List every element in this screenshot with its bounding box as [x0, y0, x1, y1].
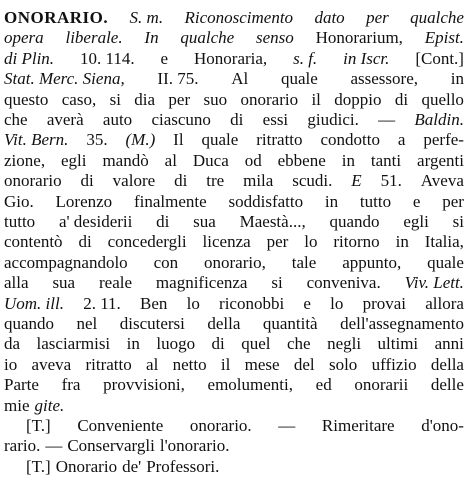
- entry-word: e: [412, 191, 421, 211]
- entry-word: sua: [52, 273, 76, 293]
- entry-word: qualche: [410, 8, 464, 27]
- entry-word: mie: [4, 395, 30, 415]
- entry-word: scudi.: [292, 171, 333, 191]
- entry-word: magnificenza: [155, 273, 248, 293]
- entry-word: [T.]: [26, 456, 51, 476]
- entry-word: solo: [328, 354, 358, 374]
- entry-word: si: [109, 89, 121, 109]
- entry-word: del: [293, 354, 315, 374]
- entry-word: II. 75.: [157, 69, 199, 89]
- entry-word: Il: [173, 130, 184, 150]
- entry-word: Stat. Merc. Siena,: [4, 69, 125, 89]
- entry-word: ed: [315, 375, 332, 395]
- entry-word: al: [146, 354, 159, 374]
- entry-word: per: [266, 232, 289, 252]
- entry-text-line: [4, 437, 464, 454]
- entry-word: quale: [427, 252, 464, 272]
- entry-word: per: [168, 89, 191, 109]
- entry-word: quantità: [262, 314, 318, 333]
- entry-word: ebbene: [277, 150, 326, 170]
- entry-word: questo: [4, 89, 49, 109]
- entry-word: a: [397, 130, 406, 150]
- entry-word: valore: [112, 171, 156, 191]
- entry-word: onorario.: [189, 416, 252, 435]
- entry-word: Viv. Lett.: [404, 273, 464, 293]
- entry-word: S. m.: [129, 8, 164, 27]
- entry-word: In: [144, 28, 159, 48]
- entry-word: Conservargli: [67, 436, 155, 456]
- entry-word: egli: [61, 150, 87, 170]
- entry-word: finalmente: [133, 191, 207, 211]
- entry-text-line: [4, 295, 464, 312]
- entry-word: auto: [102, 110, 133, 129]
- entry-word: perfe-: [423, 130, 464, 150]
- entry-word: discutersi: [119, 314, 185, 333]
- entry-word: Baldin.: [414, 110, 464, 129]
- entry-word: zione,: [4, 150, 46, 170]
- entry-word: da: [4, 334, 21, 354]
- entry-word: Aveva: [420, 171, 464, 191]
- entry-text-line: [4, 50, 464, 67]
- entry-text-line: [4, 233, 464, 250]
- entry-word: giudici.: [307, 110, 359, 129]
- entry-word: di: [211, 334, 225, 354]
- entry-word: Italia,: [424, 232, 464, 252]
- entry-word: dell'assegnamento: [340, 314, 464, 333]
- entry-word: e: [160, 48, 169, 68]
- entry-word: Uom. ill.: [4, 293, 64, 313]
- entry-word: gite.: [34, 395, 65, 415]
- entry-word: alla: [4, 273, 29, 293]
- entry-word: provvisioni,: [103, 375, 185, 395]
- entry-word: in: [395, 232, 409, 252]
- entry-word: di: [78, 232, 92, 252]
- entry-word: di: [156, 212, 170, 231]
- entry-word: quando: [329, 212, 380, 231]
- entry-word: averà: [46, 110, 84, 129]
- entry-word: contentò: [4, 232, 63, 252]
- entry-word: di: [80, 171, 94, 191]
- entry-word: d'ono-: [421, 416, 464, 435]
- entry-word: appunto,: [342, 252, 402, 272]
- entry-word: per: [442, 191, 464, 211]
- entry-word: senso: [256, 28, 294, 48]
- entry-word: Al: [231, 69, 249, 89]
- entry-text-line: [4, 356, 464, 373]
- entry-word: di: [394, 89, 409, 109]
- entry-text-line: [4, 70, 464, 87]
- entry-text-line: [4, 213, 464, 230]
- entry-word: Epist.: [424, 28, 464, 48]
- entry-word: Onorario: [55, 456, 118, 476]
- entry-word: quando: [4, 314, 55, 333]
- entry-word: qualche: [180, 28, 235, 48]
- entry-word: Rimeritare: [321, 416, 395, 435]
- entry-word: quello: [421, 89, 464, 109]
- entry-word: s. f.: [293, 48, 318, 68]
- entry-word: concedergli: [107, 232, 187, 252]
- entry-word: lasciarmisi: [36, 334, 111, 354]
- entry-word: Honorarium,: [315, 28, 403, 48]
- entry-word: emolumenti,: [207, 375, 293, 395]
- entry-word: onorario,: [204, 252, 266, 272]
- entry-word: —: [378, 110, 396, 129]
- entry-word: Maestà...,: [239, 212, 306, 231]
- entry-word: uffizio: [371, 354, 417, 374]
- entry-word: doppio: [334, 89, 382, 109]
- entry-word: della: [207, 314, 241, 333]
- entry-word: per: [366, 8, 389, 27]
- entry-word: Honoraria,: [194, 48, 268, 68]
- entry-word: lo: [330, 293, 344, 313]
- entry-word: netto: [172, 354, 207, 374]
- entry-word: tutto: [4, 212, 36, 231]
- entry-word: Professori.: [146, 456, 220, 476]
- entry-word: ciascuno: [151, 110, 211, 129]
- entry-word: licenza: [202, 232, 251, 252]
- entry-word: reale: [99, 273, 133, 293]
- entry-word: ritratto: [85, 354, 132, 374]
- entry-word: e: [303, 293, 311, 313]
- entry-word: lo: [186, 293, 200, 313]
- entry-word: tanti: [370, 150, 402, 170]
- entry-word: tale: [291, 252, 317, 272]
- entry-word: suo: [203, 89, 228, 109]
- entry-word: —: [278, 416, 296, 435]
- entry-word: ultimi: [377, 334, 419, 354]
- entry-word: che: [287, 334, 311, 354]
- entry-word: conveniva.: [306, 273, 381, 293]
- entry-word: il: [220, 354, 231, 374]
- entry-word: onorario: [240, 89, 299, 109]
- entry-word: Duca: [192, 150, 229, 170]
- entry-word: fra: [61, 375, 81, 395]
- entry-word: mila: [243, 171, 274, 191]
- entry-text-line: [4, 254, 464, 271]
- entry-word: in: [126, 334, 140, 354]
- entry-text-line: [4, 397, 464, 414]
- entry-word: il: [311, 89, 321, 109]
- entry-word: negli: [327, 334, 362, 354]
- entry-text-line: [26, 458, 464, 475]
- entry-word: dia: [134, 89, 156, 109]
- entry-word: luogo: [156, 334, 196, 354]
- entry-word: rario.: [4, 436, 41, 456]
- entry-word: soddisfatto: [228, 191, 304, 211]
- entry-word: di: [174, 171, 188, 191]
- entry-word: Ben: [140, 293, 168, 313]
- headword: ONORARIO.: [4, 8, 109, 27]
- entry-word: Parte: [4, 375, 39, 395]
- entry-text-line: [26, 417, 464, 434]
- entry-word: aveva: [31, 354, 72, 374]
- entry-text-line: [4, 91, 464, 108]
- entry-word: in: [341, 150, 355, 170]
- entry-word: Gio.: [4, 191, 34, 211]
- entry-word: —: [45, 436, 63, 456]
- entry-text-line: [4, 335, 464, 352]
- entry-word: [Cont.]: [415, 48, 464, 68]
- entry-text-line: [4, 315, 464, 332]
- entry-word: io: [4, 354, 18, 374]
- entry-word: con: [153, 252, 179, 272]
- entry-text-line: [4, 376, 464, 393]
- entry-word: essi: [262, 110, 289, 129]
- entry-word: in: [450, 69, 464, 89]
- entry-text-line: [4, 193, 464, 210]
- entry-word: tutto: [359, 191, 392, 211]
- entry-word: di: [230, 110, 244, 129]
- entry-heading-line: [4, 9, 464, 26]
- entry-word: delle: [430, 375, 464, 395]
- entry-word: opera: [4, 28, 44, 48]
- entry-word: si: [452, 212, 464, 231]
- entry-word: in Iscr.: [343, 48, 390, 68]
- entry-word: in: [324, 191, 339, 211]
- entry-text-line: [4, 274, 464, 291]
- entry-word: ritorno: [333, 232, 380, 252]
- entry-word: dato: [314, 8, 345, 27]
- entry-word: quale: [201, 130, 239, 150]
- entry-text-line: [4, 111, 464, 128]
- entry-word: quale: [280, 69, 318, 89]
- entry-word: onorario: [4, 171, 62, 191]
- entry-text-line: [4, 29, 464, 46]
- entry-word: liberale.: [65, 28, 123, 48]
- entry-word: Riconoscimento: [184, 8, 294, 27]
- entry-word: tre: [206, 171, 225, 191]
- entry-word: allora: [425, 293, 464, 313]
- entry-word: anni: [434, 334, 464, 354]
- entry-word: che: [4, 110, 28, 129]
- entry-word: quel: [241, 334, 271, 354]
- entry-word: della: [430, 354, 464, 374]
- entry-word: a' desiderii: [58, 212, 133, 231]
- entry-word: argenti: [417, 150, 464, 170]
- entry-word: Vit. Bern.: [4, 130, 69, 150]
- entry-word: mese: [244, 354, 280, 374]
- entry-word: 2. 11.: [83, 293, 121, 313]
- entry-word: 10. 114.: [79, 48, 135, 68]
- entry-text-line: [4, 172, 464, 189]
- entry-word: ritratto: [256, 130, 303, 150]
- entry-word: caso,: [61, 89, 97, 109]
- entry-word: al: [164, 150, 177, 170]
- entry-word: (M.): [125, 130, 156, 150]
- entry-word: assessore,: [350, 69, 418, 89]
- entry-text-line: [4, 131, 464, 148]
- entry-word: Lorenzo: [55, 191, 113, 211]
- entry-word: de': [122, 456, 142, 476]
- entry-text-line: [4, 152, 464, 169]
- entry-word: [T.]: [26, 416, 51, 435]
- entry-word: 51.: [380, 171, 402, 191]
- entry-word: di Plin.: [4, 48, 55, 68]
- entry-word: accompagnandolo: [4, 252, 128, 272]
- entry-word: 35.: [86, 130, 108, 150]
- entry-word: l'onorario.: [159, 436, 230, 456]
- entry-word: provai: [362, 293, 407, 313]
- entry-word: condotto: [320, 130, 380, 150]
- entry-word: onorarii: [354, 375, 409, 395]
- entry-word: riconobbi: [219, 293, 285, 313]
- entry-word: od: [244, 150, 262, 170]
- entry-word: lo: [304, 232, 318, 252]
- entry-word: mandò: [102, 150, 149, 170]
- entry-word: nel: [76, 314, 98, 333]
- entry-word: E: [351, 171, 362, 191]
- entry-word: egli: [403, 212, 429, 231]
- entry-word: si: [271, 273, 283, 293]
- entry-word: sua: [193, 212, 216, 231]
- entry-word: Conveniente: [77, 416, 164, 435]
